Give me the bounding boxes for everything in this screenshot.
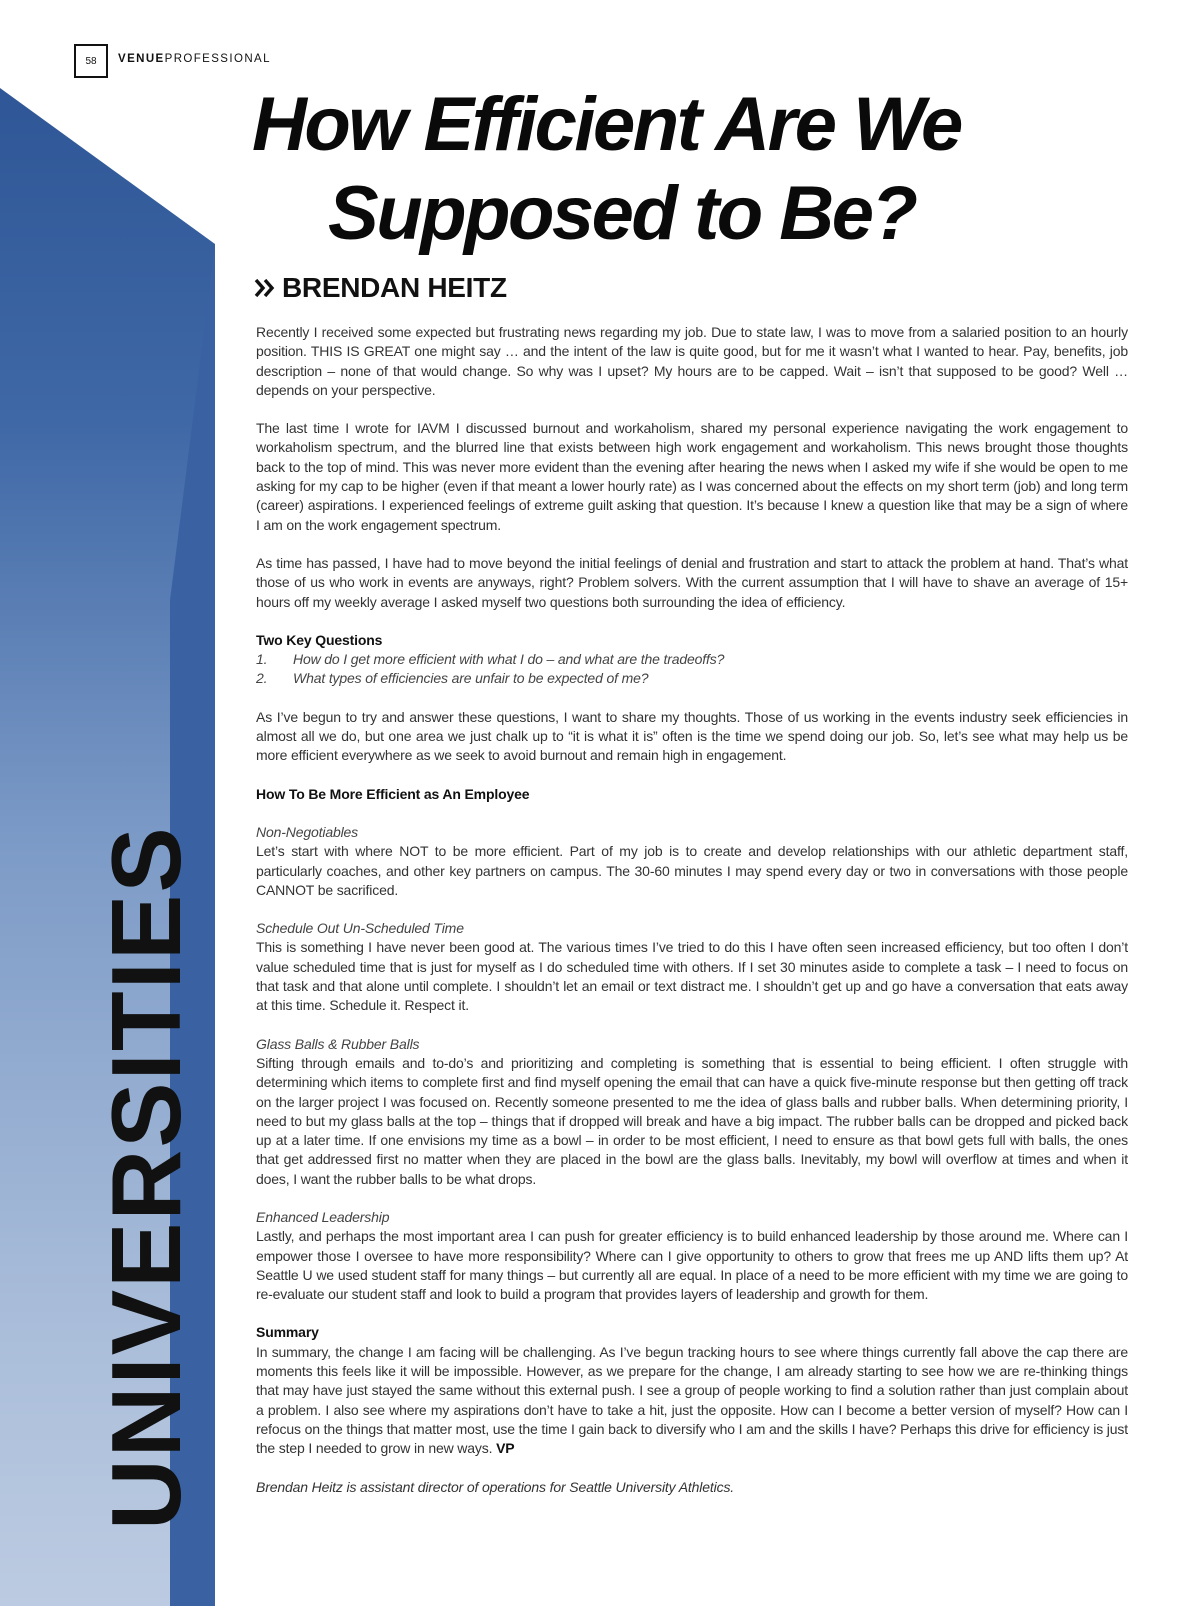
subsection-text: Let’s start with where NOT to be more efficient. Part of my job is to create and develop relationships with our athletic department staff, particularly coaches, and other key partners on campus. The 30-60 minutes I may spend every day or two in conversations with those people CANNOT be sacrificed. [256,843,1128,898]
double-chevron-icon [254,277,276,299]
subsection-heading: Schedule Out Un-Scheduled Time [256,920,464,937]
subsection-heading: Non-Negotiables [256,823,359,840]
summary-paragraph [256,1343,1128,1459]
summary-text: In summary, the change I am facing will be challenging. As I’ve begun tracking hours to see where things currently fall above the cap there are moments this feels like it will be impossible. However, as we prepare for the change, I am already starting to see how we are re-thinking things that may have just stayed the same without this external push. I see a group of people working to find a solution rather than just complain about a problem. I also see where my aspirations don’t have to take a hit, just the opposite. How can I become a better version of myself? How can I refocus on the things that matter most, use the time I gain back to diversify who I am and the skills I have? Perhaps this drive for efficiency is just the step I needed to grow in new ways. [256,1343,1128,1457]
question-text: What types of efficiencies are unfair to be expected of me? [293,670,649,687]
questions-heading: Two Key Questions [256,631,383,648]
transition-paragraph: As I’ve begun to try and answer these questions, I want to share my thoughts. Those of us working in the events industry seek efficiencies in almost all we do, but one area we just chalk up to “it is what it is” often is the time we spend doing our job. So, let’s see what may help us be more efficient everywhere as we seek to avoid burnout and remain high in engagement. [256,708,1128,764]
title-line-1: How Efficient Are We [252,82,961,167]
questions-list [256,650,1128,689]
question-number: 1. [256,651,268,668]
subsection-heading: Enhanced Leadership [256,1208,390,1225]
author-name: BRENDAN HEITZ [282,272,507,303]
subsection [256,1035,1128,1189]
subsection [256,823,1128,900]
intro-paragraph: As time has passed, I have had to move beyond the initial feelings of denial and frustration and start to attack the problem at hand. That’s what those of us who work in events are anyways, right? Problem solvers. With the current assumption that I will have to shave an average of 15+ hours off my weekly average I asked myself two questions both surrounding the idea of efficiency. [256,554,1128,610]
author-bio: Brendan Heitz is assistant director of operations for Seattle University Athletics. [256,1478,735,1495]
intro-paragraph: Recently I received some expected but frustrating news regarding my job. Due to state law, I was to move from a salaried position to an hourly position. THIS IS GREAT one might say … and the intent of the law is quite good, but for me it wasn’t what I wanted to hear. Pay, benefits, job description – none of that would change. So why was I upset? My hours are to be capped. Wait – isn’t that supposed to be good? Well … depends on your perspective. [256,324,1128,398]
section-heading: How To Be More Efficient as An Employee [256,785,530,802]
article-title [252,80,1132,258]
subsection [256,1208,1128,1304]
question-number: 2. [256,670,268,687]
list-item [256,650,1128,669]
end-mark: VP [496,1440,515,1457]
intro-paragraph: The last time I wrote for IAVM I discussed burnout and workaholism, shared my personal experience navigating the work engagement to workaholism spectrum, and the blurred line that exists between high work engagement and workaholism. This news brought those thoughts back to the top of mind. This was never more evident than the evening after hearing the news when I asked my wife if she would be open to me asking for my cap to be higher (even if that meant a lower hourly rate) as I was concerned about the effects on my short term (job) and long term (career) aspirations. I experienced feelings of extreme guilt asking that question. It’s because I knew a question like that may be a sign of where I am on the work engagement spectrum. [256,420,1128,533]
question-text: How do I get more efficient with what I do – and what are the tradeoffs? [293,651,725,668]
subsection-text: Sifting through emails and to-do’s and prioritizing and completing is something that is essential to being efficient. I often struggle with determining which items to complete first and find myself opening the email that can have a quick five-minute response but then getting off track on the larger project I was focused on. Recently someone presented to me the idea of glass balls and rubber balls. When determining priority, I need to but my glass balls at the top – things that if dropped will break and have a big impact. The rubber balls can be dropped and picked back up at a later time. If one envisions my time as a bowl – in order to be most efficient, I need to ensure as that bowl gets full with balls, the ones that get addressed first no matter when they are placed in the bowl are the glass balls. Inevitably, my bowl will overflow at times and when it does, I want the rubber balls to be what drops. [256,1054,1128,1187]
title-line-2: Supposed to Be? [328,171,916,256]
subsection-text: This is something I have never been good at. The various times I’ve tried to do this I have often seen increased efficiency, but too often I don’t value scheduled time that is just for myself as I do scheduled time with others. If I set 30 minutes aside to complete a task – I need to focus on that task and that alone until complete. I shouldn’t let an email or text distract me. I shouldn’t get up and go have a conversation that eats away at this time. Schedule it. Respect it. [256,939,1128,1014]
section-label: UNIVERSITIES [91,825,201,1530]
list-item [256,669,1128,688]
subsection-heading: Glass Balls & Rubber Balls [256,1035,420,1052]
page-number: 58 [85,55,97,67]
masthead-brand-bold: VENUE [118,53,165,65]
subsection [256,919,1128,1015]
article-body [256,323,1128,1497]
subsection-text: Lastly, and perhaps the most important area I can push for greater efficiency is to build enhanced leadership by those around me. Where can I empower those I oversee to have more responsibility? Where can I give opportunity to others to grow that frees me up AND lifts them up? At Seattle U we used student staff for many things – but currently all are equal. In place of a need to be more efficient with my time we are going to re-evaluate our student staff and look to build a program that provides layers of leadership and growth for them. [256,1228,1128,1303]
byline [254,270,507,306]
masthead-brand-light: PROFESSIONAL [164,53,271,65]
summary-heading: Summary [256,1324,319,1341]
